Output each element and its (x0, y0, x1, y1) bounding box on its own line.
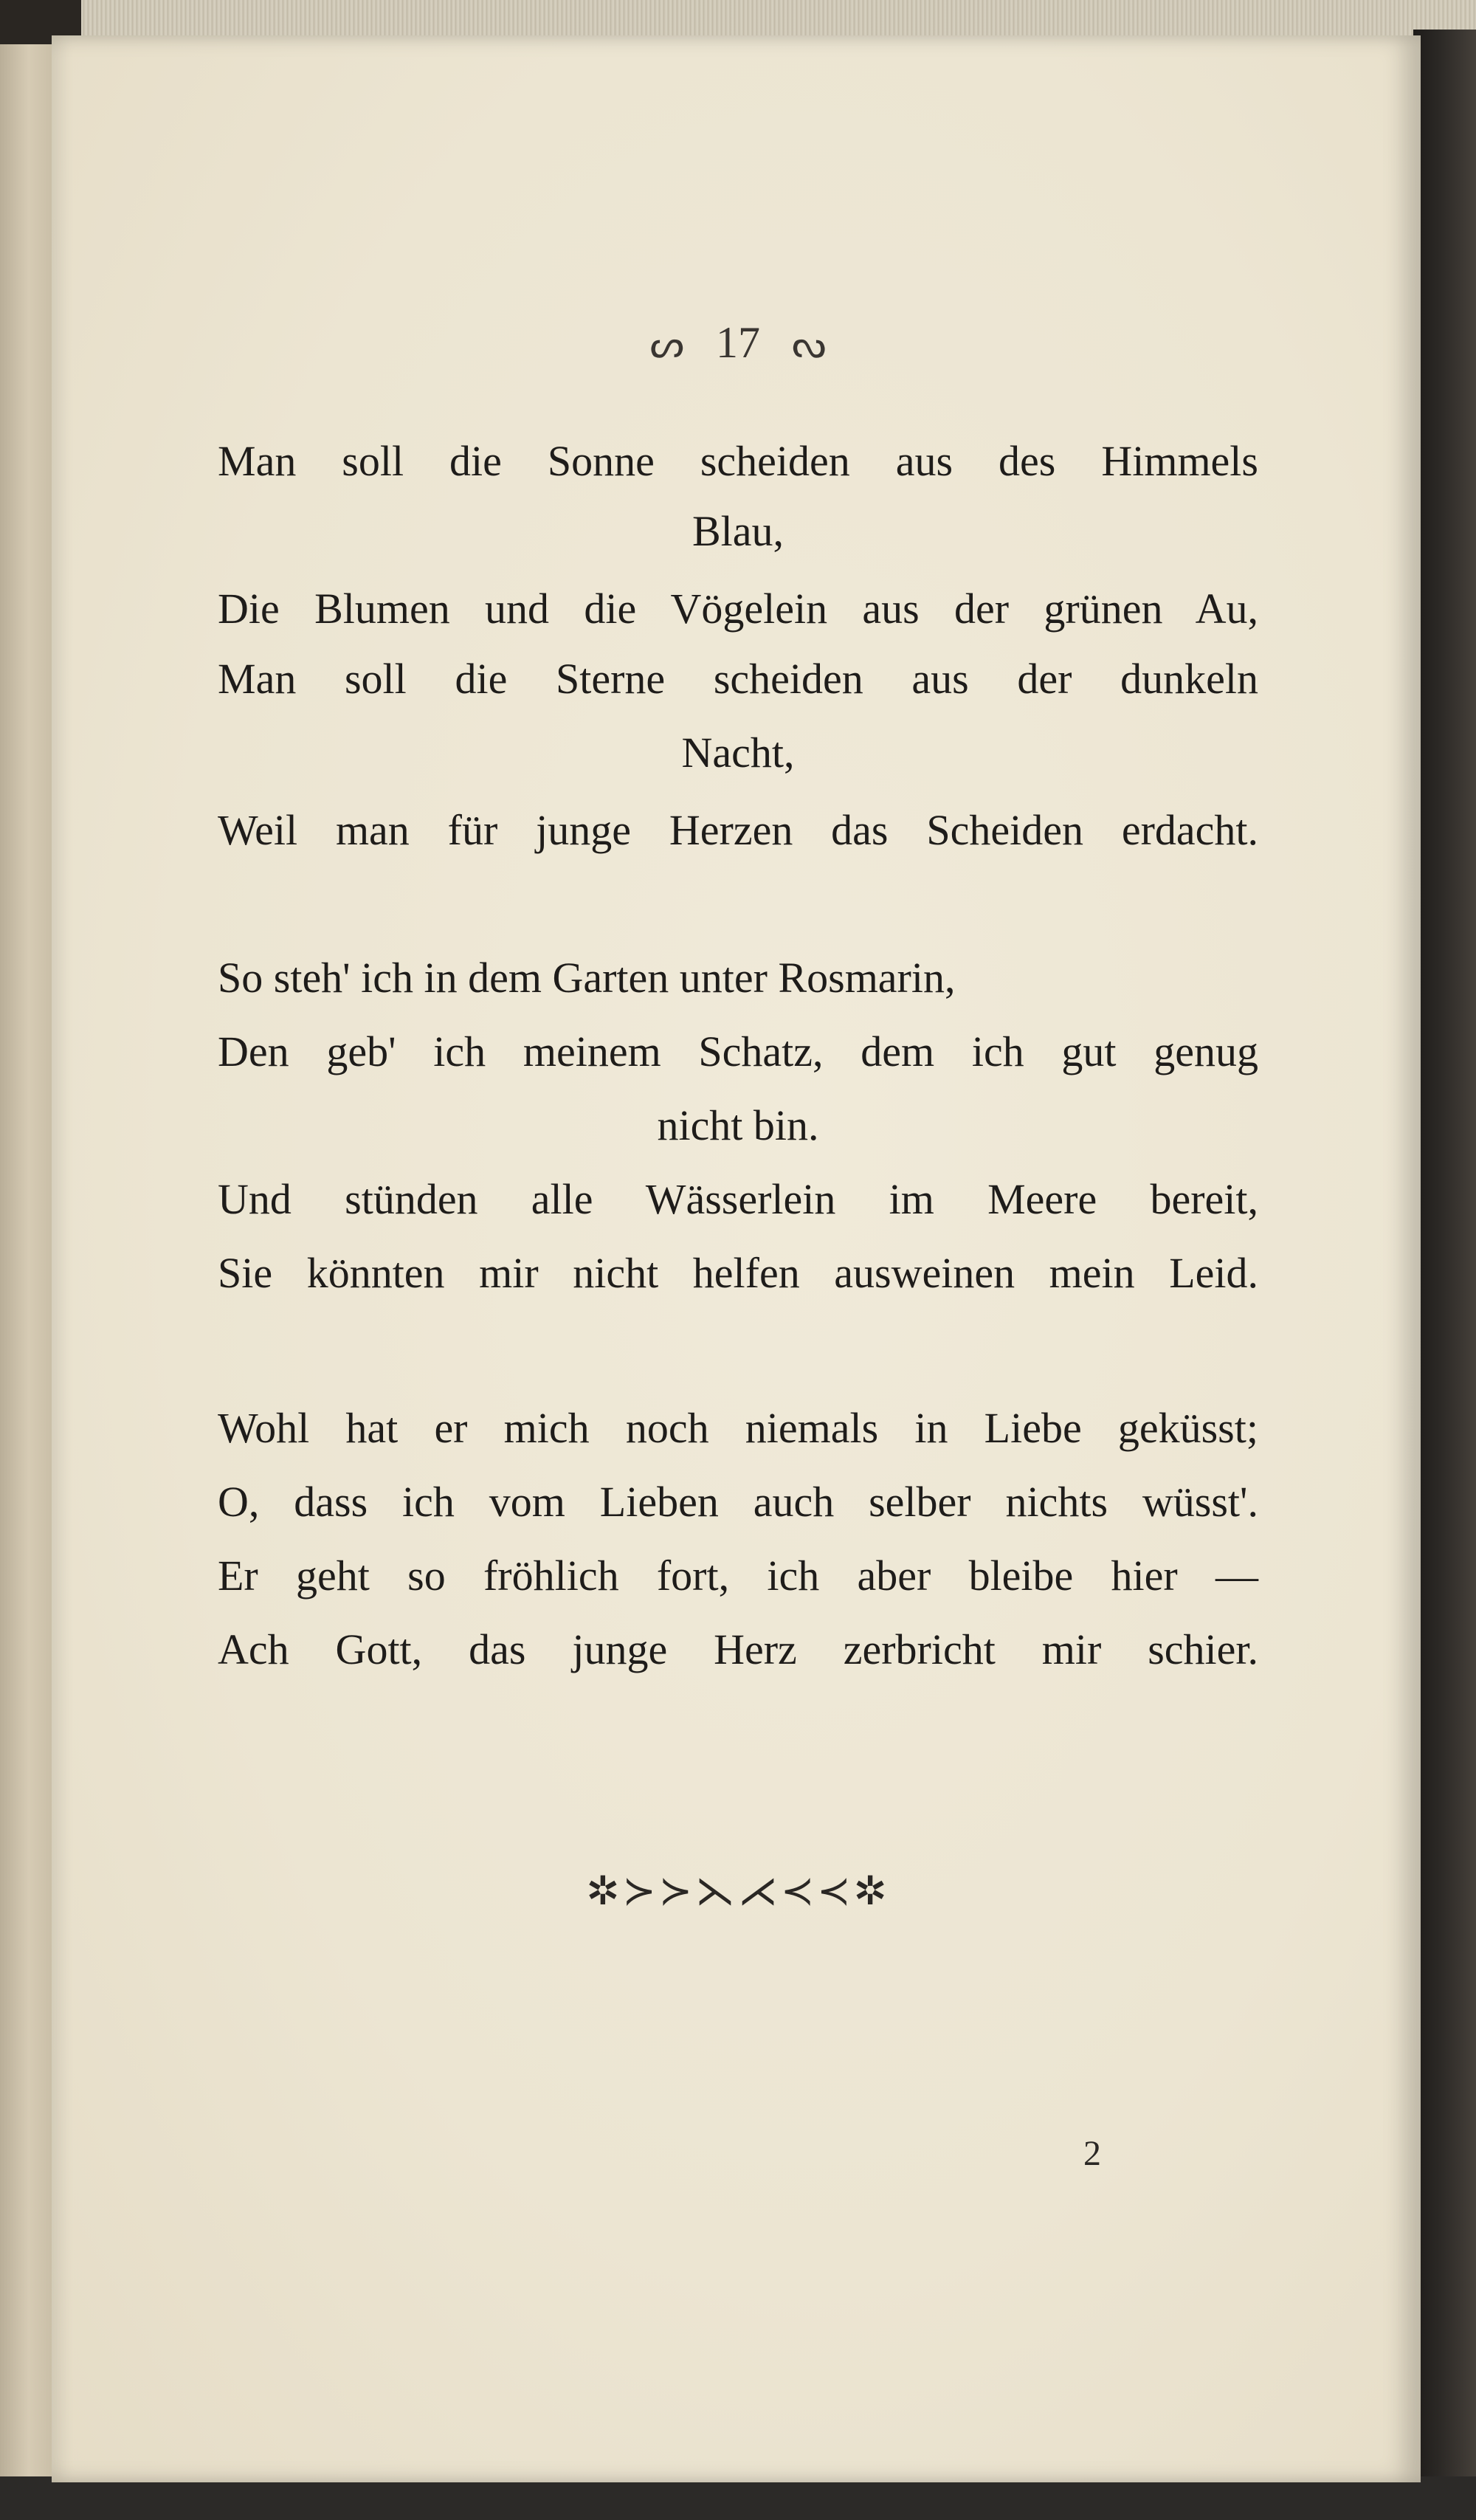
right-ornament-icon: ᔓ (792, 324, 827, 366)
book-cover-edge (0, 0, 1476, 38)
poem-line: So steh' ich in dem Garten unter Rosmarin, (218, 954, 956, 1002)
bottom-cover-edge (0, 2476, 1476, 2520)
page-number: 17 (716, 318, 760, 367)
poem-line: Wohl hat er mich noch niemals in Liebe geküsst; (218, 1404, 1258, 1452)
poem-line: Man soll die Sterne scheiden aus der dunkeln (218, 655, 1258, 703)
poem-line: Und stünden alle Wässerlein im Meere bereit, (218, 1175, 1258, 1223)
book-spine-edge (1413, 30, 1476, 2520)
poem-line: Er geht so fröhlich fort, ich aber bleibe hier — (218, 1552, 1258, 1600)
poem-line: Sie könnten mir nicht helfen ausweinen mein Leid. (218, 1249, 1258, 1297)
poem-line-continuation: nicht bin. (657, 1101, 819, 1149)
poem-line: Weil man für junge Herzen das Scheiden erdacht. (218, 806, 1258, 854)
poem-line: Den geb' ich meinem Schatz, dem ich gut genug (218, 1027, 1258, 1075)
poem-line: Die Blumen und die Vögelein aus der grünen Au, (218, 585, 1258, 633)
left-ornament-icon: ᔕ (649, 324, 684, 366)
page-header (0, 317, 1476, 368)
fleuron-ornament-icon: ✲≻≻⋋⋌≺≺✲ (586, 1869, 890, 1913)
poem-line: Man soll die Sonne scheiden aus des Himmels (218, 437, 1258, 485)
signature-mark: 2 (1083, 2134, 1101, 2173)
poem-line: O, dass ich vom Lieben auch selber nichts wüsst'. (218, 1478, 1258, 1526)
poem-line: Ach Gott, das junge Herz zerbricht mir schier. (218, 1625, 1258, 1673)
poem-line-continuation: Nacht, (681, 729, 795, 777)
left-page-edge (0, 44, 58, 2495)
poem-line-continuation: Blau, (692, 507, 784, 555)
